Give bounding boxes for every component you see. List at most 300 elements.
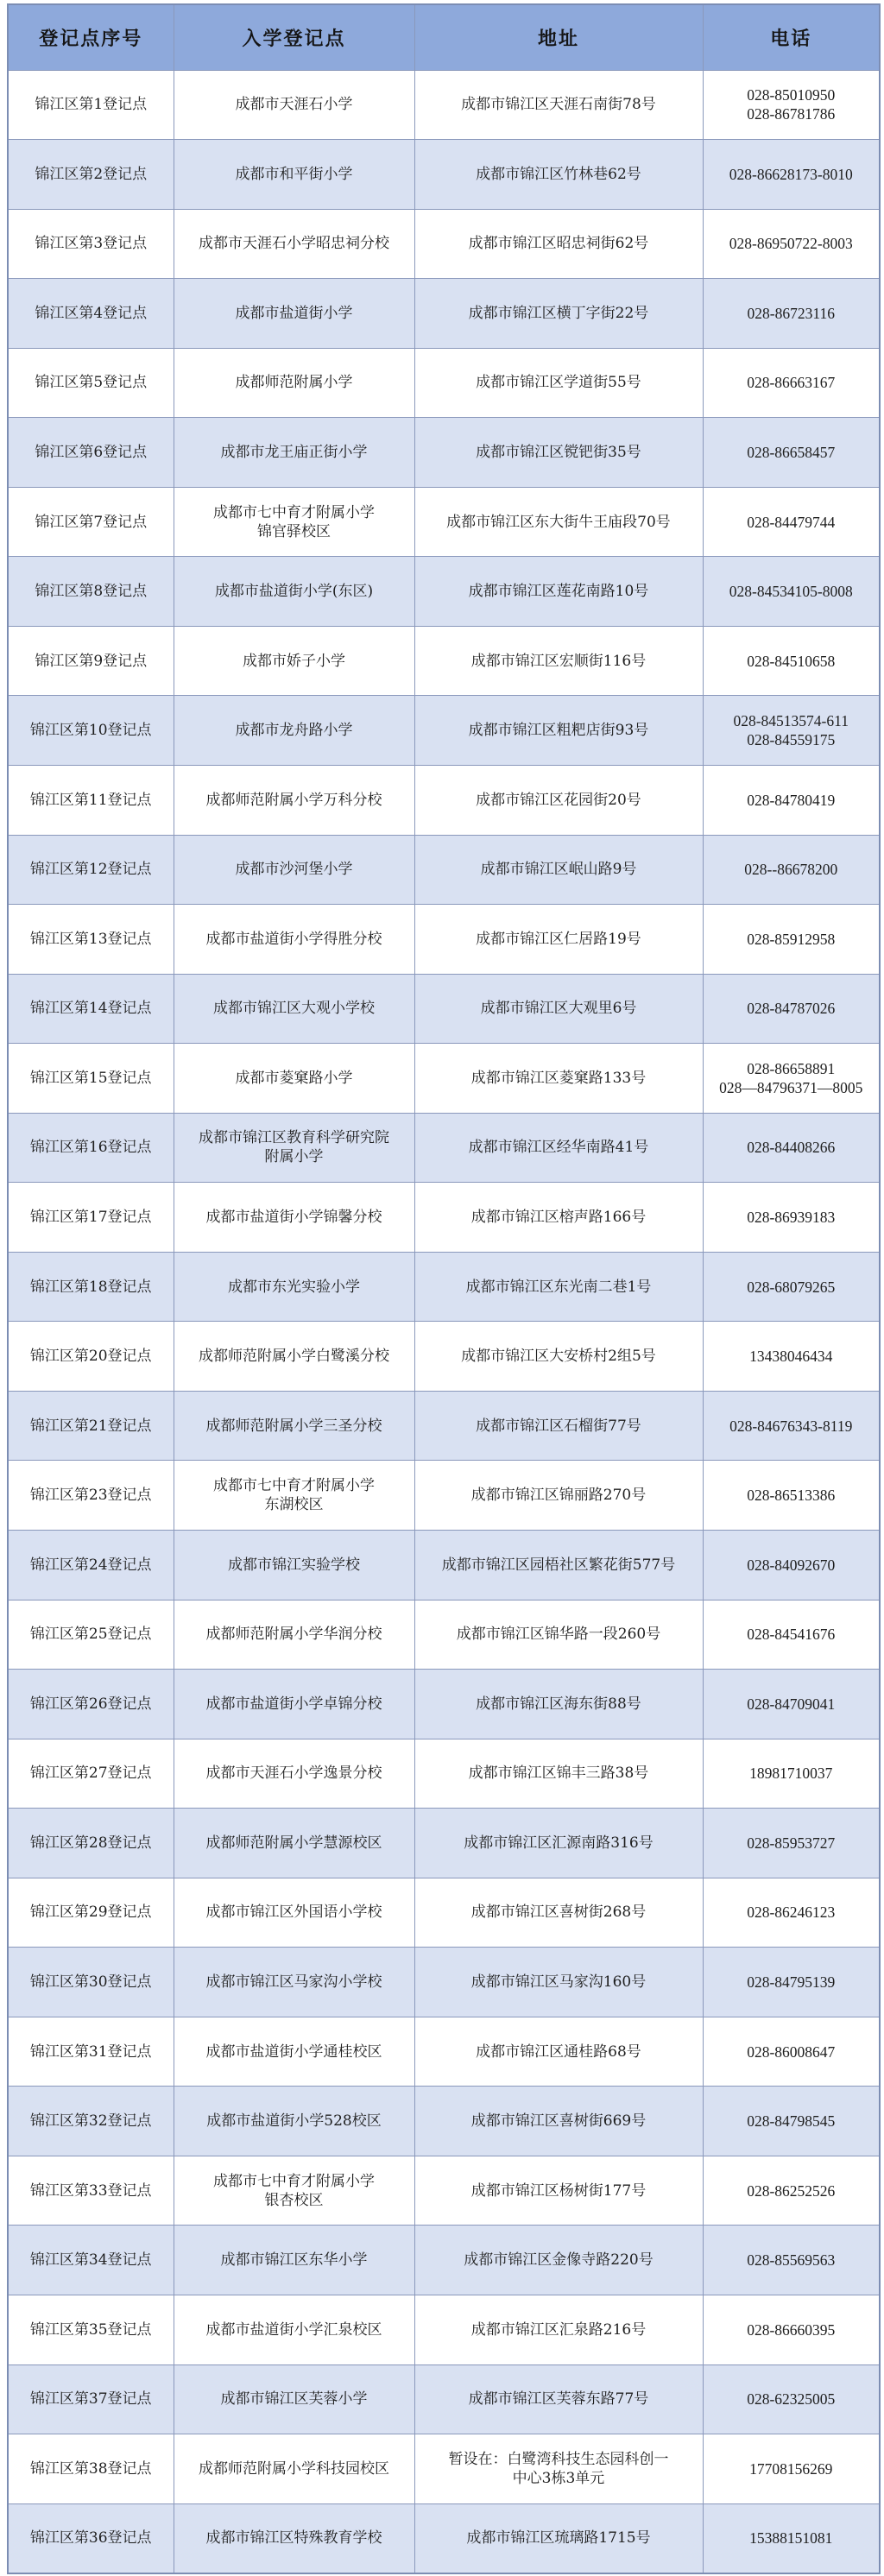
cell-address-line: 成都市锦江区菱窠路133号 bbox=[470, 1069, 647, 1087]
table-row bbox=[8, 696, 880, 766]
cell-school bbox=[174, 1183, 414, 1253]
table-row bbox=[8, 2434, 880, 2504]
table-row bbox=[8, 974, 880, 1044]
cell-seq: 锦江区第5登记点 bbox=[8, 348, 174, 418]
table-row bbox=[8, 1252, 880, 1322]
cell-phone-line: 028-84795139 bbox=[747, 1973, 836, 1992]
cell-school-line: 成都市天涯石小学昭忠祠分校 bbox=[199, 235, 389, 253]
cell-phone bbox=[703, 279, 880, 349]
cell-address bbox=[414, 1739, 703, 1809]
cell-school bbox=[174, 557, 414, 627]
cell-school-line: 成都市盐道街小学528校区 bbox=[206, 2112, 382, 2131]
cell-school-line: 成都师范附属小学华润分校 bbox=[205, 1626, 382, 1644]
cell-phone bbox=[703, 70, 880, 140]
cell-address-line: 成都市锦江区花园街20号 bbox=[476, 791, 641, 809]
cell-seq: 锦江区第30登记点 bbox=[8, 1948, 174, 2017]
cell-school bbox=[174, 279, 414, 349]
cell-school-line: 成都师范附属小学三圣分校 bbox=[205, 1417, 382, 1435]
table-row bbox=[8, 209, 880, 279]
cell-phone bbox=[703, 1878, 880, 1948]
table-row bbox=[8, 2226, 880, 2295]
cell-school bbox=[174, 2434, 414, 2504]
cell-school bbox=[174, 140, 414, 210]
cell-address bbox=[414, 1391, 703, 1461]
cell-phone bbox=[703, 1391, 880, 1461]
cell-address-line: 成都市锦江区东光南二巷1号 bbox=[465, 1278, 652, 1296]
cell-address-line: 成都市锦江区喜树街268号 bbox=[470, 1904, 647, 1922]
cell-address-line: 成都市锦江区岷山路9号 bbox=[480, 861, 637, 879]
cell-phone-line: 028-84709041 bbox=[747, 1695, 836, 1713]
cell-school-line: 成都市天涯石小学逸景分校 bbox=[205, 1765, 382, 1783]
cell-school bbox=[174, 1391, 414, 1461]
cell-school bbox=[174, 418, 414, 488]
cell-school bbox=[174, 2295, 414, 2365]
header-phone: 电话 bbox=[703, 4, 880, 70]
cell-phone bbox=[703, 209, 880, 279]
cell-address-line: 成都市锦江区横丁字街22号 bbox=[468, 304, 649, 322]
cell-school-line: 成都市东光实验小学 bbox=[228, 1278, 360, 1296]
cell-phone-line: 028-84534105-8008 bbox=[729, 583, 853, 601]
cell-school-line: 成都市天涯石小学 bbox=[235, 96, 353, 114]
cell-address-line: 成都市锦江区仁居路19号 bbox=[476, 930, 641, 948]
cell-phone bbox=[703, 626, 880, 696]
cell-school-line: 成都市菱窠路小学 bbox=[235, 1069, 353, 1087]
cell-seq: 锦江区第6登记点 bbox=[8, 418, 174, 488]
cell-address bbox=[414, 2503, 703, 2573]
cell-phone-line: 028-85569563 bbox=[747, 2251, 836, 2270]
table-row bbox=[8, 1044, 880, 1114]
cell-school-line: 银杏校区 bbox=[264, 2191, 324, 2209]
cell-address-line: 成都市锦江区芙蓉东路77号 bbox=[468, 2390, 649, 2409]
cell-address-line: 成都市锦江区宏顺街116号 bbox=[470, 652, 647, 670]
cell-address-line: 中心3栋3单元 bbox=[512, 2469, 605, 2487]
cell-seq: 锦江区第13登记点 bbox=[8, 905, 174, 975]
cell-address-line: 成都市锦江区莲花南路10号 bbox=[468, 583, 649, 601]
table-row bbox=[8, 557, 880, 627]
cell-school-line: 成都市锦江区大观小学校 bbox=[213, 1000, 375, 1018]
cell-address-line: 成都市锦江区大观里6号 bbox=[480, 1000, 637, 1018]
cell-seq: 锦江区第14登记点 bbox=[8, 974, 174, 1044]
cell-phone bbox=[703, 2503, 880, 2573]
table-row bbox=[8, 2087, 880, 2156]
table-row bbox=[8, 2364, 880, 2434]
cell-address bbox=[414, 2226, 703, 2295]
cell-address-line: 成都市锦江区石榴街77号 bbox=[476, 1417, 641, 1435]
cell-address bbox=[414, 279, 703, 349]
cell-school bbox=[174, 835, 414, 905]
cell-seq: 锦江区第10登记点 bbox=[8, 696, 174, 766]
table-row bbox=[8, 1878, 880, 1948]
cell-address-line: 成都市锦江区汇泉路216号 bbox=[470, 2320, 647, 2339]
header-school: 入学登记点 bbox=[174, 4, 414, 70]
cell-phone bbox=[703, 1252, 880, 1322]
cell-address bbox=[414, 1252, 703, 1322]
cell-seq: 锦江区第4登记点 bbox=[8, 279, 174, 349]
table-row bbox=[8, 765, 880, 835]
cell-phone bbox=[703, 1044, 880, 1114]
table-row bbox=[8, 1739, 880, 1809]
cell-address bbox=[414, 696, 703, 766]
cell-school-line: 锦官驿校区 bbox=[257, 522, 331, 540]
cell-address bbox=[414, 209, 703, 279]
cell-school-line: 成都市锦江区芙蓉小学 bbox=[220, 2390, 368, 2409]
header-address: 地址 bbox=[414, 4, 703, 70]
cell-seq: 锦江区第38登记点 bbox=[8, 2434, 174, 2504]
cell-school-line: 成都师范附属小学科技园校区 bbox=[199, 2459, 389, 2478]
cell-address-line: 成都市锦江区天涯石南街78号 bbox=[461, 96, 656, 114]
cell-school bbox=[174, 1322, 414, 1392]
cell-phone bbox=[703, 974, 880, 1044]
table-row bbox=[8, 2503, 880, 2573]
cell-address-line: 成都市锦江区马家沟160号 bbox=[470, 1973, 647, 1992]
cell-school-line: 成都市锦江区外国语小学校 bbox=[205, 1904, 382, 1922]
cell-seq: 锦江区第16登记点 bbox=[8, 1113, 174, 1183]
cell-school-line: 成都市盐道街小学卓锦分校 bbox=[205, 1695, 382, 1713]
cell-phone bbox=[703, 2364, 880, 2434]
cell-phone-line: 028-84479744 bbox=[747, 513, 836, 531]
cell-phone-line: 028-86723116 bbox=[747, 304, 835, 322]
cell-phone-line: 028-84798545 bbox=[747, 2112, 836, 2131]
cell-school-line: 成都市盐道街小学通桂校区 bbox=[205, 2042, 382, 2061]
cell-seq: 锦江区第32登记点 bbox=[8, 2087, 174, 2156]
cell-phone-line: 028-86939183 bbox=[747, 1209, 836, 1227]
cell-phone bbox=[703, 1113, 880, 1183]
cell-school-line: 成都市七中育才附属小学 bbox=[213, 503, 375, 521]
table-row bbox=[8, 1461, 880, 1531]
cell-school-line: 成都市和平街小学 bbox=[235, 165, 353, 183]
cell-seq: 锦江区第9登记点 bbox=[8, 626, 174, 696]
table-row bbox=[8, 1948, 880, 2017]
cell-address bbox=[414, 1322, 703, 1392]
cell-phone bbox=[703, 418, 880, 488]
cell-address bbox=[414, 140, 703, 210]
cell-address-line: 成都市锦江区通桂路68号 bbox=[476, 2042, 641, 2061]
cell-address-line: 成都市锦江区锦丽路270号 bbox=[470, 1487, 647, 1505]
cell-phone-line: 028-84541676 bbox=[747, 1626, 836, 1644]
cell-phone bbox=[703, 1530, 880, 1600]
cell-address bbox=[414, 2087, 703, 2156]
cell-address bbox=[414, 2434, 703, 2504]
cell-school-line: 成都市龙王庙正街小学 bbox=[220, 444, 368, 461]
cell-phone-line: 028-84510658 bbox=[747, 652, 836, 670]
cell-address-line: 成都市锦江区竹林巷62号 bbox=[476, 165, 641, 183]
cell-school-line: 成都市沙河堡小学 bbox=[235, 861, 353, 879]
cell-phone-line: 15388151081 bbox=[749, 2529, 833, 2548]
cell-seq: 锦江区第8登记点 bbox=[8, 557, 174, 627]
cell-address bbox=[414, 974, 703, 1044]
cell-school bbox=[174, 905, 414, 975]
cell-phone bbox=[703, 1600, 880, 1670]
cell-phone-line: 028-68079265 bbox=[747, 1278, 836, 1296]
cell-address bbox=[414, 1670, 703, 1739]
cell-seq: 锦江区第7登记点 bbox=[8, 487, 174, 557]
cell-address-line: 成都市锦江区锦华路一段260号 bbox=[456, 1626, 661, 1644]
cell-address-line: 成都市锦江区经华南路41号 bbox=[468, 1139, 649, 1157]
cell-school-line: 成都市盐道街小学 bbox=[235, 304, 353, 322]
cell-phone-line: 028-86513386 bbox=[747, 1487, 836, 1505]
cell-seq: 锦江区第18登记点 bbox=[8, 1252, 174, 1322]
cell-school bbox=[174, 1809, 414, 1878]
cell-school-line: 成都师范附属小学慧源校区 bbox=[205, 1834, 382, 1852]
cell-school-line: 成都市盐道街小学汇泉校区 bbox=[205, 2320, 382, 2339]
table-row bbox=[8, 1322, 880, 1392]
cell-school bbox=[174, 1670, 414, 1739]
cell-phone-line: 028-86008647 bbox=[747, 2042, 836, 2061]
cell-seq: 锦江区第36登记点 bbox=[8, 2503, 174, 2573]
cell-school bbox=[174, 2156, 414, 2226]
cell-school-line: 成都师范附属小学 bbox=[235, 374, 353, 392]
cell-seq: 锦江区第12登记点 bbox=[8, 835, 174, 905]
cell-seq: 锦江区第15登记点 bbox=[8, 1044, 174, 1114]
header-seq: 登记点序号 bbox=[8, 4, 174, 70]
table-row bbox=[8, 1183, 880, 1253]
cell-seq: 锦江区第3登记点 bbox=[8, 209, 174, 279]
cell-school-line: 成都市娇子小学 bbox=[243, 652, 345, 670]
cell-phone bbox=[703, 487, 880, 557]
cell-address-line: 成都市锦江区学道街55号 bbox=[476, 374, 641, 392]
cell-phone-line: 028-84408266 bbox=[747, 1139, 836, 1157]
cell-school-line: 成都市锦江区教育科学研究院 bbox=[199, 1129, 389, 1147]
cell-school-line: 成都市七中育才附属小学 bbox=[213, 1477, 375, 1495]
cell-phone bbox=[703, 905, 880, 975]
cell-school bbox=[174, 1739, 414, 1809]
table-row bbox=[8, 1530, 880, 1600]
cell-school bbox=[174, 1948, 414, 2017]
table-row bbox=[8, 1670, 880, 1739]
cell-address-line: 成都市锦江区大安桥村2组5号 bbox=[461, 1348, 656, 1366]
cell-phone-line: 028-85953727 bbox=[747, 1834, 836, 1852]
cell-seq: 锦江区第1登记点 bbox=[8, 70, 174, 140]
cell-phone-line: 028-86252526 bbox=[747, 2181, 836, 2200]
cell-phone-line: 028-86246123 bbox=[747, 1904, 836, 1922]
cell-address-line: 成都市锦江区榕声路166号 bbox=[470, 1209, 647, 1227]
cell-address-line: 成都市锦江区杨树街177号 bbox=[470, 2181, 647, 2200]
cell-school bbox=[174, 765, 414, 835]
cell-school-line: 成都师范附属小学白鹭溪分校 bbox=[199, 1348, 389, 1366]
cell-seq: 锦江区第11登记点 bbox=[8, 765, 174, 835]
cell-phone bbox=[703, 2017, 880, 2087]
cell-address bbox=[414, 1461, 703, 1531]
table-row bbox=[8, 140, 880, 210]
cell-phone-line: 028-86781786 bbox=[747, 105, 836, 123]
cell-seq: 锦江区第31登记点 bbox=[8, 2017, 174, 2087]
table-row bbox=[8, 279, 880, 349]
cell-school-line: 附属小学 bbox=[264, 1148, 324, 1166]
cell-address bbox=[414, 1600, 703, 1670]
cell-phone bbox=[703, 2295, 880, 2365]
cell-address bbox=[414, 557, 703, 627]
cell-phone-line: 028-86658457 bbox=[747, 444, 836, 461]
cell-school-line: 成都市盐道街小学得胜分校 bbox=[205, 930, 382, 948]
table-body bbox=[8, 70, 880, 2573]
cell-address-line: 成都市锦江区海东街88号 bbox=[476, 1695, 641, 1713]
cell-phone bbox=[703, 348, 880, 418]
cell-phone bbox=[703, 696, 880, 766]
cell-phone bbox=[703, 765, 880, 835]
header-row bbox=[8, 4, 880, 70]
cell-seq: 锦江区第24登记点 bbox=[8, 1530, 174, 1600]
cell-seq: 锦江区第17登记点 bbox=[8, 1183, 174, 1253]
cell-school-line: 成都市锦江区东华小学 bbox=[220, 2251, 368, 2270]
cell-address-line: 成都市锦江区金像寺路220号 bbox=[464, 2251, 654, 2270]
cell-address-line: 成都市锦江区昭忠祠街62号 bbox=[468, 235, 649, 253]
cell-school-line: 成都市锦江区特殊教育学校 bbox=[205, 2529, 382, 2548]
cell-seq: 锦江区第2登记点 bbox=[8, 140, 174, 210]
cell-school-line: 成都市盐道街小学锦馨分校 bbox=[205, 1209, 382, 1227]
cell-phone-line: 028-62325005 bbox=[747, 2390, 836, 2409]
cell-school bbox=[174, 696, 414, 766]
cell-school bbox=[174, 974, 414, 1044]
cell-school bbox=[174, 1530, 414, 1600]
cell-school bbox=[174, 2226, 414, 2295]
cell-phone bbox=[703, 2087, 880, 2156]
cell-school bbox=[174, 1600, 414, 1670]
cell-address-line: 成都市锦江区镋钯街35号 bbox=[476, 444, 641, 461]
cell-phone bbox=[703, 1670, 880, 1739]
cell-phone bbox=[703, 1739, 880, 1809]
table-row bbox=[8, 835, 880, 905]
cell-phone-line: 028-86950722-8003 bbox=[729, 235, 853, 253]
cell-phone bbox=[703, 835, 880, 905]
cell-address bbox=[414, 2364, 703, 2434]
cell-school-line: 成都市七中育才附属小学 bbox=[213, 2172, 375, 2190]
cell-address bbox=[414, 2295, 703, 2365]
cell-address bbox=[414, 348, 703, 418]
cell-phone-line: 028-85912958 bbox=[747, 930, 836, 948]
cell-school bbox=[174, 70, 414, 140]
cell-phone bbox=[703, 1809, 880, 1878]
cell-address bbox=[414, 2017, 703, 2087]
cell-school bbox=[174, 348, 414, 418]
registration-table bbox=[7, 3, 881, 2574]
table-row bbox=[8, 905, 880, 975]
cell-school bbox=[174, 1878, 414, 1948]
cell-seq: 锦江区第26登记点 bbox=[8, 1670, 174, 1739]
cell-phone bbox=[703, 140, 880, 210]
table-row bbox=[8, 1113, 880, 1183]
cell-school bbox=[174, 2087, 414, 2156]
cell-address-line: 成都市锦江区粗粑店街93号 bbox=[468, 722, 649, 740]
cell-school-line: 成都市龙舟路小学 bbox=[235, 722, 353, 740]
cell-phone-line: 028-85010950 bbox=[747, 86, 836, 104]
cell-phone-line: 17708156269 bbox=[749, 2459, 833, 2478]
cell-address bbox=[414, 1948, 703, 2017]
cell-phone-line: 028-86660395 bbox=[747, 2320, 836, 2339]
cell-school bbox=[174, 1461, 414, 1531]
cell-seq: 锦江区第37登记点 bbox=[8, 2364, 174, 2434]
cell-address-line: 成都市锦江区园梧社区繁花街577号 bbox=[441, 1556, 676, 1574]
cell-school bbox=[174, 209, 414, 279]
cell-phone-line: 028-84559175 bbox=[747, 731, 836, 749]
cell-phone bbox=[703, 1948, 880, 2017]
cell-address bbox=[414, 2156, 703, 2226]
cell-seq: 锦江区第34登记点 bbox=[8, 2226, 174, 2295]
cell-seq: 锦江区第25登记点 bbox=[8, 1600, 174, 1670]
cell-phone bbox=[703, 1183, 880, 1253]
cell-seq: 锦江区第29登记点 bbox=[8, 1878, 174, 1948]
table-row bbox=[8, 1391, 880, 1461]
cell-seq: 锦江区第28登记点 bbox=[8, 1809, 174, 1878]
cell-address-line: 成都市锦江区东大街牛王庙段70号 bbox=[446, 513, 671, 531]
cell-school bbox=[174, 626, 414, 696]
cell-phone bbox=[703, 2434, 880, 2504]
table-row bbox=[8, 2156, 880, 2226]
cell-address bbox=[414, 835, 703, 905]
cell-phone bbox=[703, 2156, 880, 2226]
cell-phone-line: 13438046434 bbox=[749, 1348, 833, 1366]
cell-seq: 锦江区第20登记点 bbox=[8, 1322, 174, 1392]
cell-school bbox=[174, 2017, 414, 2087]
table-row bbox=[8, 1809, 880, 1878]
cell-address-line: 暂设在：白鹭湾科技生态园科创一 bbox=[448, 2450, 669, 2468]
table-row bbox=[8, 2017, 880, 2087]
cell-seq: 锦江区第35登记点 bbox=[8, 2295, 174, 2365]
cell-school bbox=[174, 1113, 414, 1183]
table-row bbox=[8, 626, 880, 696]
cell-address bbox=[414, 1530, 703, 1600]
cell-phone-line: 028—84796371—8005 bbox=[719, 1078, 863, 1096]
cell-school-line: 成都市盐道街小学(东区) bbox=[214, 583, 374, 601]
cell-school bbox=[174, 2503, 414, 2573]
cell-phone-line: 18981710037 bbox=[749, 1765, 833, 1783]
cell-school-line: 东湖校区 bbox=[264, 1496, 324, 1514]
cell-address-line: 成都市锦江区琉璃路1715号 bbox=[466, 2529, 651, 2548]
cell-address-line: 成都市锦江区锦丰三路38号 bbox=[468, 1765, 649, 1783]
table-row bbox=[8, 2295, 880, 2365]
cell-address bbox=[414, 905, 703, 975]
cell-phone-line: 028-86663167 bbox=[747, 374, 836, 392]
cell-address bbox=[414, 418, 703, 488]
cell-address bbox=[414, 1183, 703, 1253]
cell-phone-line: 028-84787026 bbox=[747, 1000, 836, 1018]
cell-seq: 锦江区第27登记点 bbox=[8, 1739, 174, 1809]
cell-phone-line: 028-86628173-8010 bbox=[729, 165, 853, 183]
cell-phone bbox=[703, 1461, 880, 1531]
cell-address bbox=[414, 765, 703, 835]
cell-address bbox=[414, 70, 703, 140]
table-row bbox=[8, 348, 880, 418]
cell-school-line: 成都市锦江实验学校 bbox=[228, 1556, 360, 1574]
cell-address bbox=[414, 487, 703, 557]
cell-phone bbox=[703, 1322, 880, 1392]
table-row bbox=[8, 487, 880, 557]
cell-phone-line: 028-84092670 bbox=[747, 1556, 836, 1574]
cell-address bbox=[414, 1044, 703, 1114]
cell-phone bbox=[703, 2226, 880, 2295]
cell-seq: 锦江区第33登记点 bbox=[8, 2156, 174, 2226]
cell-phone bbox=[703, 557, 880, 627]
cell-address bbox=[414, 1809, 703, 1878]
cell-school bbox=[174, 1044, 414, 1114]
cell-seq: 锦江区第21登记点 bbox=[8, 1391, 174, 1461]
cell-phone-line: 028--86678200 bbox=[744, 861, 838, 879]
cell-address-line: 成都市锦江区汇源南路316号 bbox=[464, 1834, 654, 1852]
cell-address bbox=[414, 1113, 703, 1183]
table-row bbox=[8, 1600, 880, 1670]
cell-school-line: 成都市锦江区马家沟小学校 bbox=[205, 1973, 382, 1992]
cell-address-line: 成都市锦江区喜树街669号 bbox=[470, 2112, 647, 2131]
cell-school bbox=[174, 2364, 414, 2434]
cell-address bbox=[414, 626, 703, 696]
table-row bbox=[8, 418, 880, 488]
cell-phone-line: 028-84513574-611 bbox=[733, 712, 849, 730]
cell-phone-line: 028-86658891 bbox=[747, 1059, 836, 1077]
cell-school bbox=[174, 1252, 414, 1322]
table-row bbox=[8, 70, 880, 140]
cell-school bbox=[174, 487, 414, 557]
cell-phone-line: 028-84780419 bbox=[747, 791, 836, 809]
cell-school-line: 成都师范附属小学万科分校 bbox=[205, 791, 382, 809]
